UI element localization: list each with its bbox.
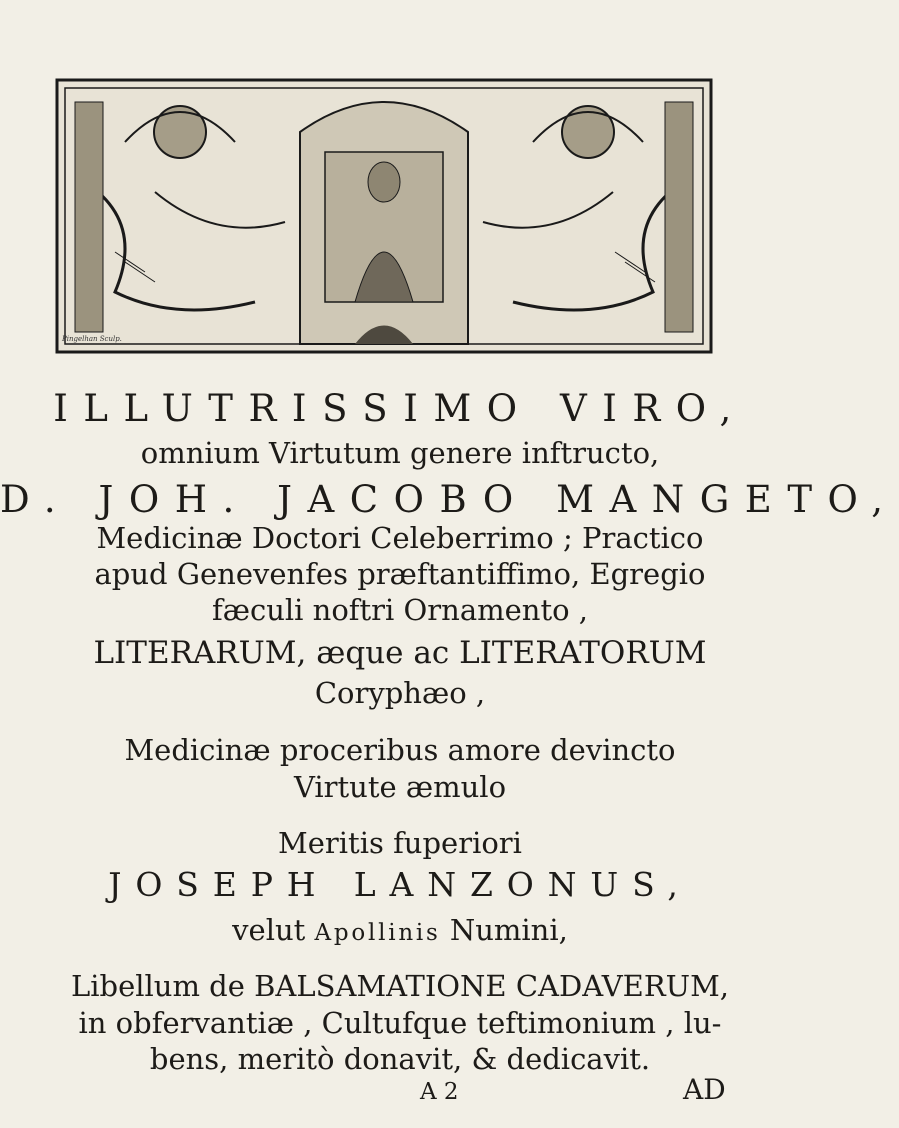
ornamental-headpiece xyxy=(55,72,713,357)
dedication-line: in obfervantiæ , Cultufque teftimonium , lu- xyxy=(78,1006,722,1040)
ornamental-headpiece-icon xyxy=(55,72,713,357)
engraver-signature: Pingelhan Sculp. xyxy=(62,335,122,343)
catchword: AD xyxy=(683,1073,726,1106)
dedication-line: bens, meritò donavit, & dedicavit. xyxy=(149,1042,651,1076)
dedication-line: apud Genevenfes præftantiffimo, Egregio xyxy=(94,557,706,591)
dedication-line: Medicinæ Doctori Celeberrimo ; Practico xyxy=(96,521,704,555)
text-span: velut xyxy=(232,913,306,947)
small-caps-span: Apollinis xyxy=(314,920,441,946)
dedication-line: fæculi noftri Ornamento , xyxy=(211,593,589,627)
author-name: JOSEPH LANZONUS, xyxy=(108,865,692,904)
dedication-line: Coryphæo , xyxy=(314,676,486,710)
text-span: Numini, xyxy=(449,913,568,947)
dedication-line: Virtute æmulo xyxy=(293,770,507,804)
signature-mark: A 2 xyxy=(420,1079,459,1105)
dedicatee-name: D. JOH. JACOBO MANGETO, xyxy=(0,478,899,521)
dedication-line: omnium Virtutum genere inftructo, xyxy=(140,436,660,470)
book-title-line: Libellum de BALSAMATIONE CADAVERUM, xyxy=(70,969,730,1003)
dedication-line: Meritis fuperiori xyxy=(278,826,522,860)
dedication-heading: ILLUTRISSIMO VIRO, xyxy=(53,387,747,430)
dedication-line: Medicinæ proceribus amore devincto xyxy=(124,733,676,767)
dedication-line: LITERARUM, æque ac LITERATORUM xyxy=(93,635,707,671)
dedication-line xyxy=(0,913,800,947)
